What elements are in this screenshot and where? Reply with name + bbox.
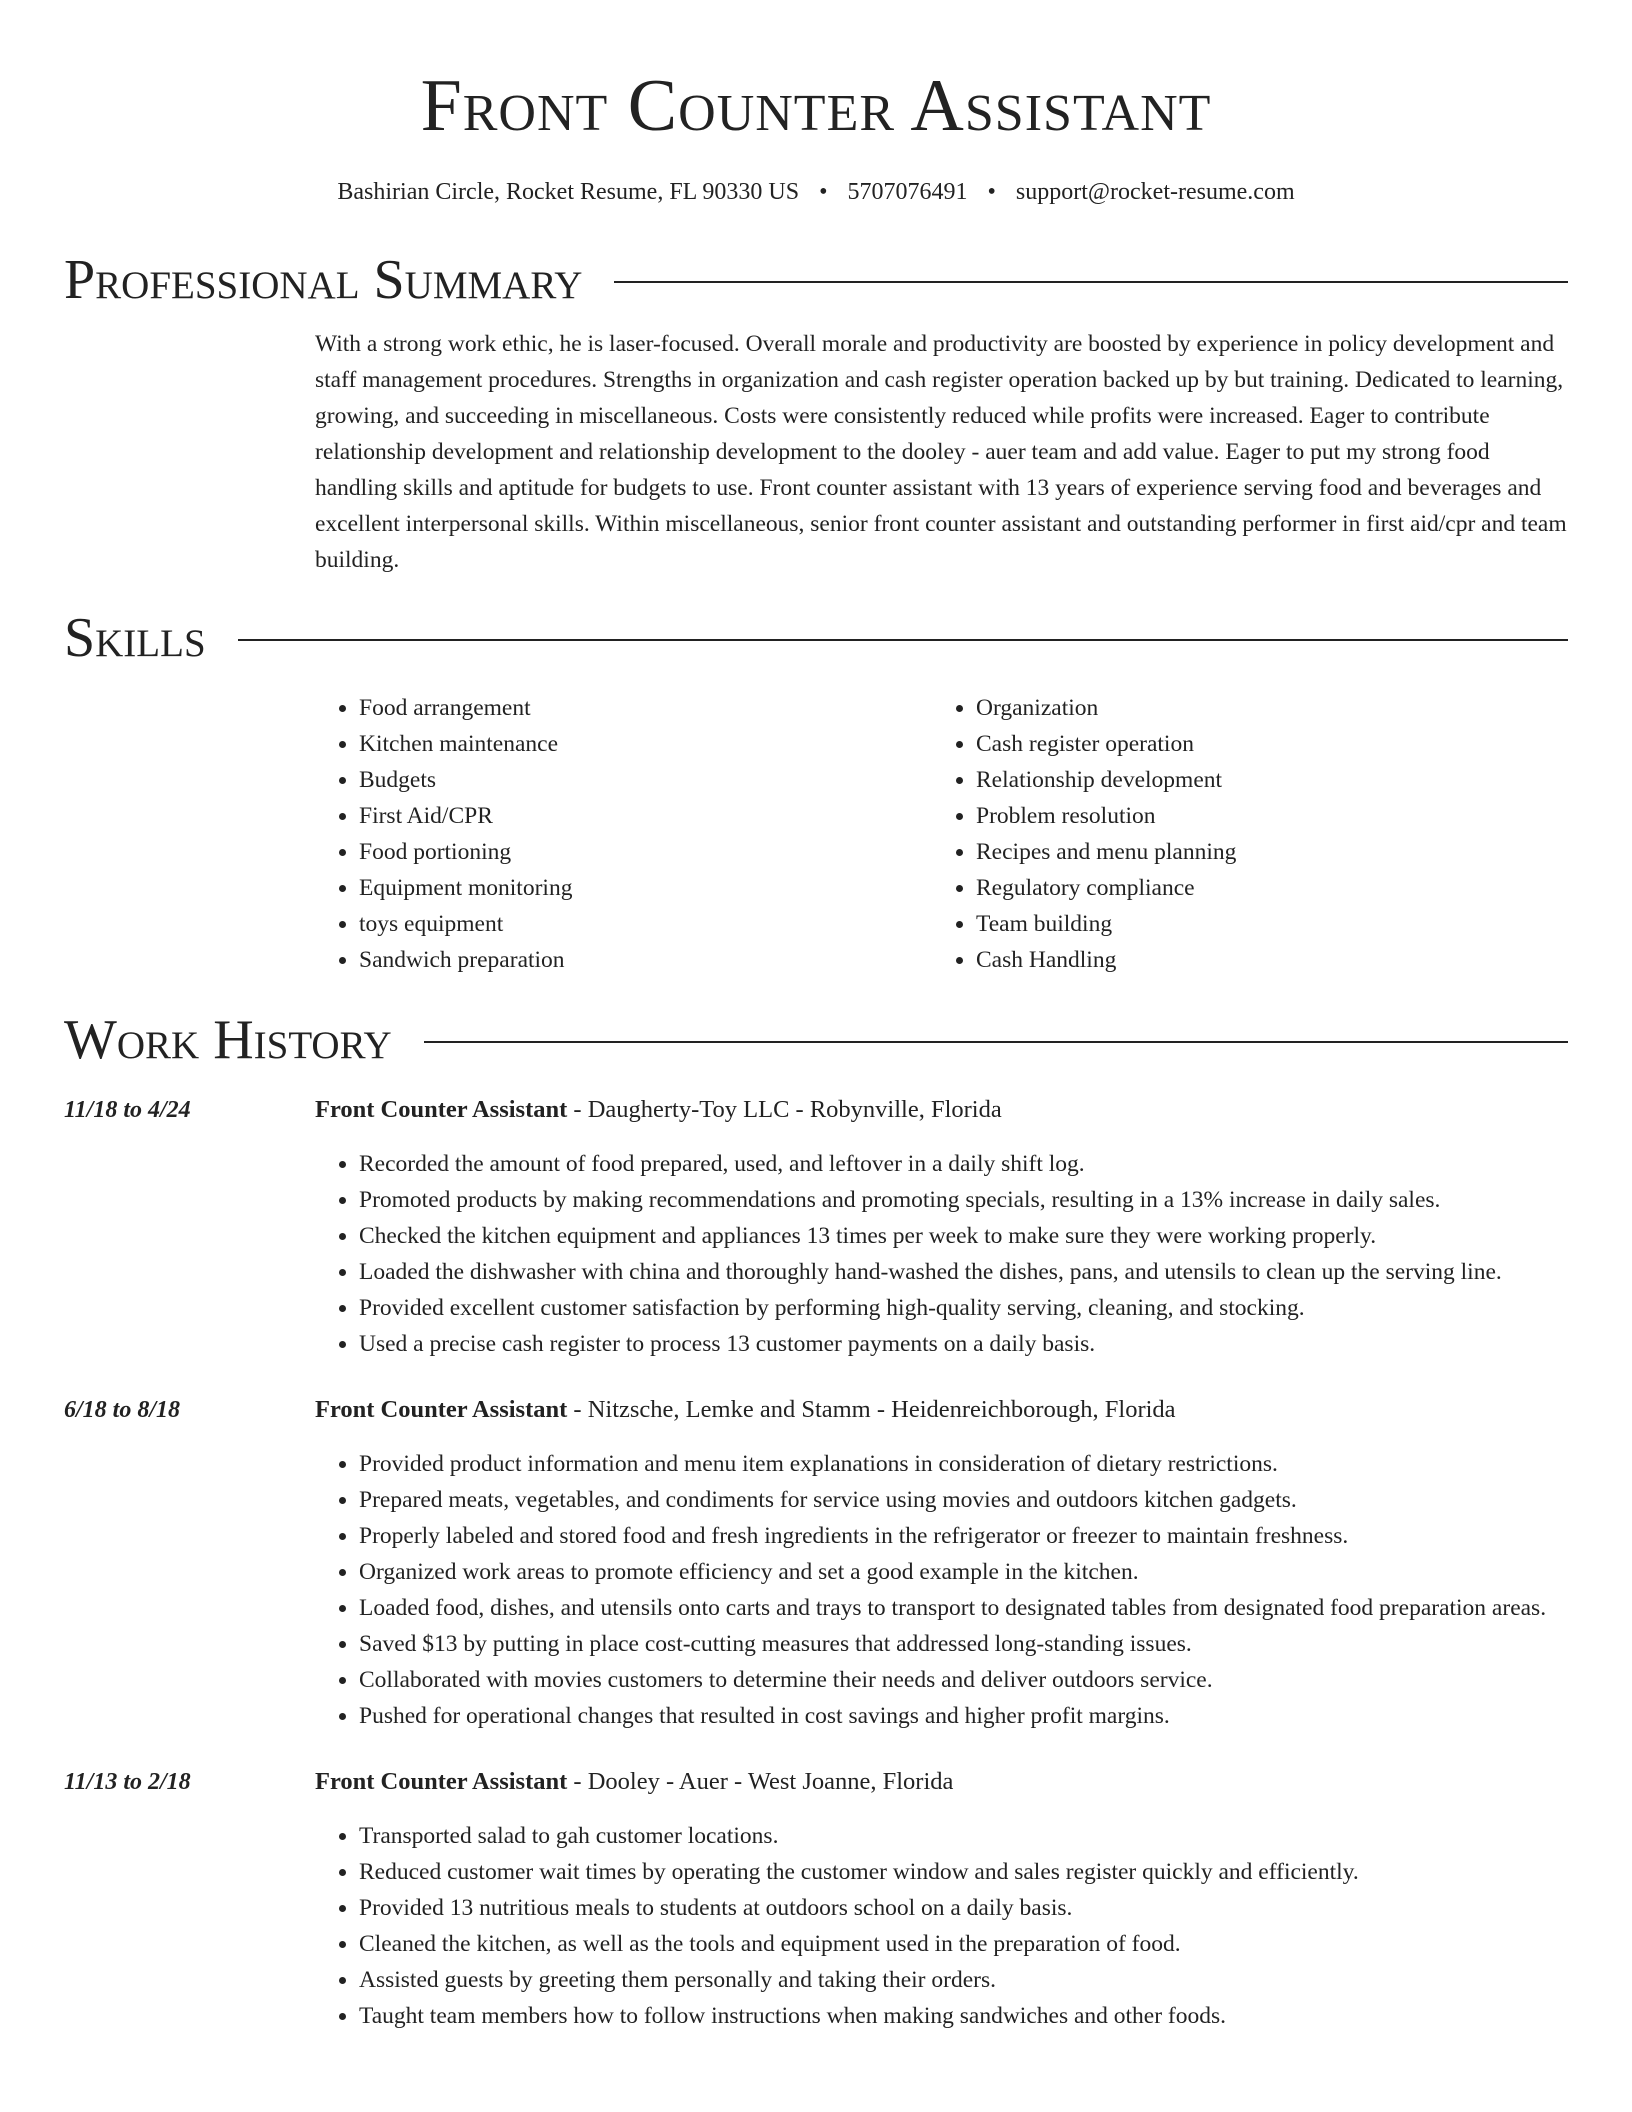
resume-name-title: Front Counter Assistant [420,65,1212,147]
summary-text: With a strong work ethic, he is laser-focused. Overall morale and productivity are boosted by experience in policy development and staff management procedures. Strengths in organization and cash register operation backed up by but training. Dedicated to learning, growing, and succeeding in miscellaneous. Costs were consistently reduced while profits were increased. Eager to contribute relationship development and relationship development to the dooley - auer team and add value. Eager to put my strong food handling skills and aptitude for budgets to use. Front counter assistant with 13 years of experience serving food and beverages and excellent interpersonal skills. Within miscellaneous, senior front counter assistant and outstanding performer in first aid/cpr and team building. [315,331,1567,573]
skills-grid [315,690,1568,978]
skill-item: • Kitchen maintenance [359,726,932,762]
skill-item: • Organization [976,690,1549,726]
job-employer-location: - Dooley - Auer - West Joanne, Florida [567,1768,954,1795]
summary-section-header [64,248,1568,312]
contact-line [64,176,1568,208]
skill-item: • Budgets [359,762,932,798]
job-entry [64,1392,1568,1734]
skills-column-left [315,690,932,978]
job-bullet: • Promoted products by making recommendations and promoting specials, resulting in a 13% increase in daily sales. [359,1182,1568,1218]
job-bullet: • Provided 13 nutritious meals to students at outdoors school on a daily basis. [359,1890,1568,1926]
skill-item: • Food portioning [359,834,932,870]
work-history-list [64,1092,1568,2034]
skill-item: • Sandwich preparation [359,942,932,978]
skill-item: • Food arrangement [359,690,932,726]
job-bullet: • Transported salad to gah customer locations. [359,1818,1568,1854]
job-heading [315,1392,1568,1428]
contact-address: Bashirian Circle, Rocket Resume, FL 90330 US [337,179,800,205]
job-bullet: • Saved $13 by putting in place cost-cutting measures that addressed long-standing issues. [359,1626,1568,1662]
job-bullets [315,1446,1568,1734]
job-title: Front Counter Assistant [315,1096,568,1123]
job-entry [64,1092,1568,1362]
job-body [315,1092,1568,1362]
job-bullet: • Reduced customer wait times by operating the customer window and sales register quickly and efficiently. [359,1854,1568,1890]
job-bullets [315,1818,1568,2034]
job-bullet: • Properly labeled and stored food and fresh ingredients in the refrigerator or freezer to maintain freshness. [359,1518,1568,1554]
job-bullet: • Used a precise cash register to process 13 customer payments on a daily basis. [359,1326,1568,1362]
job-heading [315,1092,1568,1128]
work-section-header [64,1008,1568,1072]
contact-phone: 5707076491 [847,179,968,205]
job-bullet: • Assisted guests by greeting them personally and taking their orders. [359,1962,1568,1998]
section-divider [614,281,1568,283]
skill-item: • Cash register operation [976,726,1549,762]
job-bullet: • Pushed for operational changes that resulted in cost savings and higher profit margins. [359,1698,1568,1734]
skill-item: • Problem resolution [976,798,1549,834]
section-divider [238,639,1568,641]
work-section-title: Work History [64,1009,392,1071]
skill-item: • Equipment monitoring [359,870,932,906]
skill-item: • Recipes and menu planning [976,834,1549,870]
job-bullet: • Collaborated with movies customers to determine their needs and deliver outdoors service. [359,1662,1568,1698]
skill-item: • Regulatory compliance [976,870,1549,906]
job-bullet: • Recorded the amount of food prepared, used, and leftover in a daily shift log. [359,1146,1568,1182]
job-employer-location: - Nitzsche, Lemke and Stamm - Heidenreichborough, Florida [567,1396,1176,1423]
job-bullet: • Prepared meats, vegetables, and condiments for service using movies and outdoors kitchen gadgets. [359,1482,1568,1518]
summary-section-title: Professional Summary [64,249,583,311]
job-body [315,1392,1568,1734]
skill-item: • toys equipment [359,906,932,942]
contact-separator: • [987,179,996,205]
job-title: Front Counter Assistant [315,1396,568,1423]
job-bullet: • Taught team members how to follow instructions when making sandwiches and other foods. [359,1998,1568,2034]
job-bullet: • Organized work areas to promote efficiency and set a good example in the kitchen. [359,1554,1568,1590]
job-body [315,1764,1568,2034]
job-entry [64,1764,1568,2034]
resume-page [64,0,1568,2034]
job-bullet: • Provided product information and menu item explanations in consideration of dietary restrictions. [359,1446,1568,1482]
skill-item: • First Aid/CPR [359,798,932,834]
job-heading [315,1764,1568,1800]
skills-column-right [932,690,1549,978]
job-title: Front Counter Assistant [315,1768,568,1795]
contact-separator: • [819,179,828,205]
skills-section-header [64,606,1568,670]
job-dates: 11/18 to 4/24 [64,1097,191,1123]
job-bullet: • Provided excellent customer satisfaction by performing high-quality serving, cleaning, and stocking. [359,1290,1568,1326]
skills-list-left [315,690,932,978]
job-employer-location: - Daugherty-Toy LLC - Robynville, Florida [567,1096,1002,1123]
job-bullet: • Loaded the dishwasher with china and thoroughly hand-washed the dishes, pans, and utensils to clean up the serving line. [359,1254,1568,1290]
job-dates: 11/13 to 2/18 [64,1769,191,1795]
skills-section-title: Skills [64,607,206,669]
skill-item: • Cash Handling [976,942,1549,978]
contact-email: support@rocket-resume.com [1015,179,1295,205]
job-bullet: • Loaded food, dishes, and utensils onto carts and trays to transport to designated tables from designated food preparation areas. [359,1590,1568,1626]
skill-item: • Relationship development [976,762,1549,798]
section-divider [424,1041,1568,1043]
job-bullet: • Checked the kitchen equipment and appliances 13 times per week to make sure they were working properly. [359,1218,1568,1254]
job-bullets [315,1146,1568,1362]
skills-list-right [932,690,1549,978]
job-bullet: • Cleaned the kitchen, as well as the tools and equipment used in the preparation of food. [359,1926,1568,1962]
job-dates: 6/18 to 8/18 [64,1397,181,1423]
skill-item: • Team building [976,906,1549,942]
